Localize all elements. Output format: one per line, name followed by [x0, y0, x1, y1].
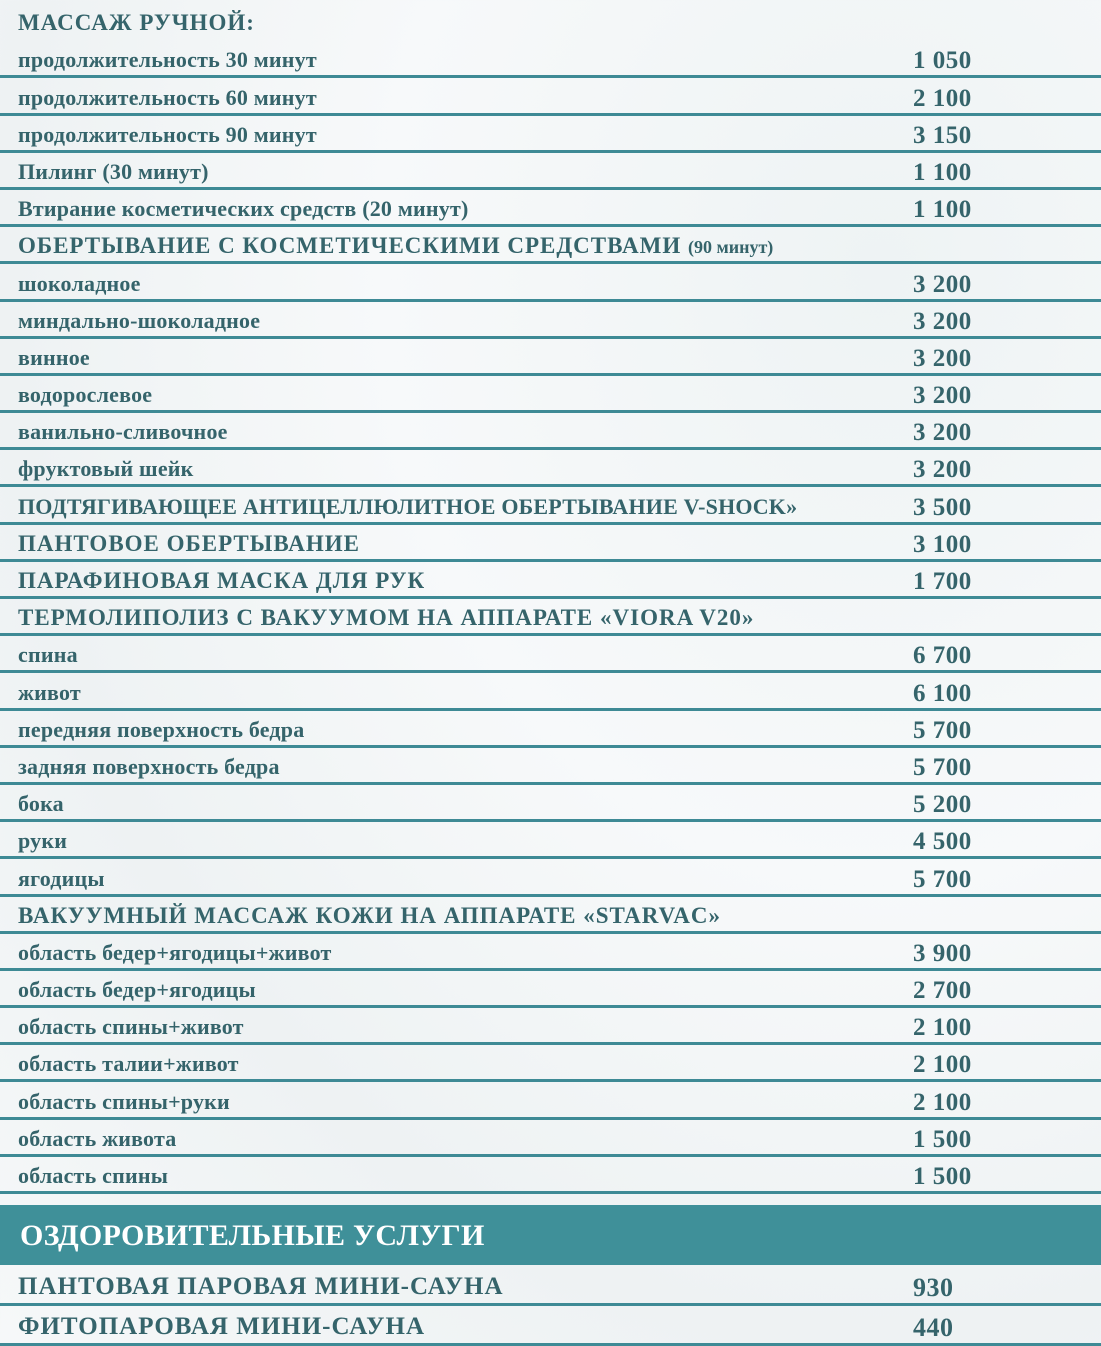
price-row — [0, 450, 1101, 487]
price-row — [0, 1082, 1101, 1119]
service-name-text: Втирание косметических средств (20 минут) — [18, 196, 469, 222]
service-price: 5 200 — [913, 791, 972, 819]
service-name-text: область талии+живот — [18, 1051, 239, 1077]
service-name-text: ВАКУУМНЫЙ МАССАЖ КОЖИ НА АППАРАТЕ «STARVAC» — [18, 902, 721, 928]
price-row — [0, 711, 1101, 748]
service-name-text: винное — [18, 344, 90, 370]
service-name-text: передняя поверхность бедра — [18, 716, 305, 742]
service-price: 2 700 — [913, 977, 972, 1005]
service-name — [18, 717, 304, 743]
service-name — [18, 233, 773, 259]
price-row — [0, 264, 1101, 301]
service-name-text: область спины+живот — [18, 1014, 244, 1040]
price-row — [0, 41, 1101, 78]
service-name — [18, 866, 105, 892]
service-price: 3 500 — [913, 493, 972, 521]
service-price: 1 100 — [913, 196, 972, 224]
service-name — [18, 531, 360, 557]
price-row — [0, 1120, 1101, 1157]
service-name — [18, 680, 81, 706]
service-name-text: ПАНТОВАЯ ПАРОВАЯ МИНИ-САУНА — [18, 1273, 504, 1300]
service-price: 2 100 — [913, 1014, 972, 1042]
service-name-text: ПАРАФИНОВАЯ МАСКА ДЛЯ РУК — [18, 568, 426, 593]
price-row — [0, 673, 1101, 710]
service-price: 3 150 — [913, 121, 972, 149]
service-name — [18, 754, 280, 780]
service-name — [18, 977, 256, 1003]
service-price: 440 — [913, 1313, 954, 1342]
price-row — [0, 822, 1101, 859]
service-price: 3 900 — [913, 939, 972, 967]
service-name — [18, 605, 754, 631]
service-name — [18, 791, 64, 817]
service-price: 3 100 — [913, 530, 972, 558]
price-list-health — [0, 1266, 1101, 1346]
service-name — [18, 828, 67, 854]
price-row — [0, 1306, 1101, 1346]
service-note: (90 минут) — [687, 237, 774, 258]
price-row — [0, 190, 1101, 227]
service-price: 5 700 — [913, 716, 972, 744]
service-price: 5 700 — [913, 753, 972, 781]
category-row — [0, 562, 1101, 599]
price-row — [0, 859, 1101, 896]
service-name — [18, 10, 255, 36]
service-name-text: продолжительность 90 минут — [18, 121, 317, 147]
service-name — [18, 47, 317, 73]
service-price: 2 100 — [913, 84, 972, 112]
service-name — [18, 1273, 504, 1301]
service-price: 1 050 — [913, 47, 972, 75]
price-row — [0, 1157, 1101, 1194]
service-price: 1 100 — [913, 158, 972, 186]
service-name — [18, 419, 228, 445]
service-name-text: ФИТОПАРОВАЯ МИНИ-САУНА — [18, 1313, 426, 1340]
service-name — [18, 1126, 176, 1152]
price-row — [0, 302, 1101, 339]
price-row — [0, 785, 1101, 822]
service-name — [18, 1313, 425, 1341]
service-price: 1 500 — [913, 1163, 972, 1190]
service-price: 3 200 — [913, 382, 972, 410]
price-row — [0, 636, 1101, 673]
service-name-text: продолжительность 30 минут — [18, 47, 317, 73]
price-row — [0, 1045, 1101, 1082]
service-name-text: фруктовый шейк — [18, 456, 194, 482]
service-name — [18, 196, 469, 222]
service-name-text: живот — [18, 679, 81, 705]
service-name-text: ванильно-сливочное — [18, 419, 228, 445]
price-row — [0, 116, 1101, 153]
category-row — [0, 599, 1101, 636]
service-name — [18, 122, 317, 148]
service-name — [18, 456, 194, 482]
price-row — [0, 1266, 1101, 1306]
service-name — [18, 940, 332, 966]
service-price: 2 100 — [913, 1051, 972, 1079]
service-name — [18, 308, 260, 334]
service-name — [18, 1014, 244, 1040]
price-row — [0, 487, 1101, 524]
service-name — [18, 494, 797, 520]
service-name-text: шоколадное — [18, 270, 141, 296]
service-name-text: область спины — [18, 1163, 169, 1188]
service-name-text: задняя поверхность бедра — [18, 753, 280, 779]
service-name-text: область бедер+ягодицы+живот — [18, 939, 332, 965]
service-name — [18, 85, 317, 111]
service-name-text: область спины+руки — [18, 1088, 230, 1114]
service-name-text: ПОДТЯГИВАЮЩЕЕ АНТИЦЕЛЛЮЛИТНОЕ ОБЕРТЫВАНИЕ V-SHOCK» — [18, 493, 798, 519]
service-price: 5 700 — [913, 865, 972, 893]
service-name-text: руки — [18, 828, 68, 854]
price-row — [0, 376, 1101, 413]
service-name — [18, 1051, 239, 1077]
service-name — [18, 903, 721, 929]
service-price: 2 100 — [913, 1088, 972, 1116]
service-price: 3 200 — [913, 419, 972, 447]
service-price: 6 700 — [913, 642, 972, 670]
service-name-text: продолжительность 60 минут — [18, 84, 317, 110]
category-row — [0, 525, 1101, 562]
service-name-text: ТЕРМОЛИПОЛИЗ С ВАКУУМОМ НА АППАРАТЕ «VIORA V20» — [18, 605, 755, 631]
category-row — [0, 4, 1101, 41]
price-row — [0, 934, 1101, 971]
price-row — [0, 748, 1101, 785]
service-price: 6 100 — [913, 679, 972, 707]
category-row — [0, 227, 1101, 264]
service-name-text: МАССАЖ РУЧНОЙ: — [18, 10, 255, 36]
service-name — [18, 382, 152, 408]
service-price: 3 200 — [913, 307, 972, 335]
price-row — [0, 1008, 1101, 1045]
service-price: 930 — [913, 1273, 954, 1302]
service-name — [18, 271, 141, 297]
category-row — [0, 897, 1101, 934]
service-name-text: область живота — [18, 1125, 177, 1151]
service-price: 1 500 — [913, 1125, 972, 1153]
service-name-text: бока — [18, 791, 64, 817]
service-name — [18, 345, 90, 371]
service-name-text: спина — [18, 642, 78, 668]
price-row — [0, 413, 1101, 450]
service-name-text: область бедер+ягодицы — [18, 977, 256, 1003]
price-row — [0, 971, 1101, 1008]
service-name — [18, 1163, 168, 1189]
service-name-text: водорослевое — [18, 382, 153, 408]
service-price: 3 200 — [913, 344, 972, 372]
price-row — [0, 153, 1101, 190]
section-header — [0, 1205, 1101, 1265]
service-name-text: ягодицы — [18, 865, 105, 891]
service-name — [18, 159, 209, 185]
service-price: 1 700 — [913, 568, 972, 595]
price-list — [0, 4, 1101, 1194]
service-price: 3 200 — [913, 270, 972, 298]
service-name — [18, 642, 78, 668]
service-name-text: Пилинг (30 минут) — [18, 158, 209, 184]
service-name-text: ПАНТОВОЕ ОБЕРТЫВАНИЕ — [18, 530, 360, 556]
service-name — [18, 568, 425, 594]
service-name — [18, 1089, 230, 1115]
service-name-text: ОБЕРТЫВАНИЕ С КОСМЕТИЧЕСКИМИ СРЕДСТВАМИ — [18, 233, 682, 259]
price-row — [0, 78, 1101, 115]
section-title: ОЗДОРОВИТЕЛЬНЫЕ УСЛУГИ — [20, 1219, 485, 1252]
price-row — [0, 339, 1101, 376]
service-price: 3 200 — [913, 456, 972, 484]
service-name-text: миндально-шоколадное — [18, 307, 261, 333]
service-price: 4 500 — [913, 828, 972, 856]
